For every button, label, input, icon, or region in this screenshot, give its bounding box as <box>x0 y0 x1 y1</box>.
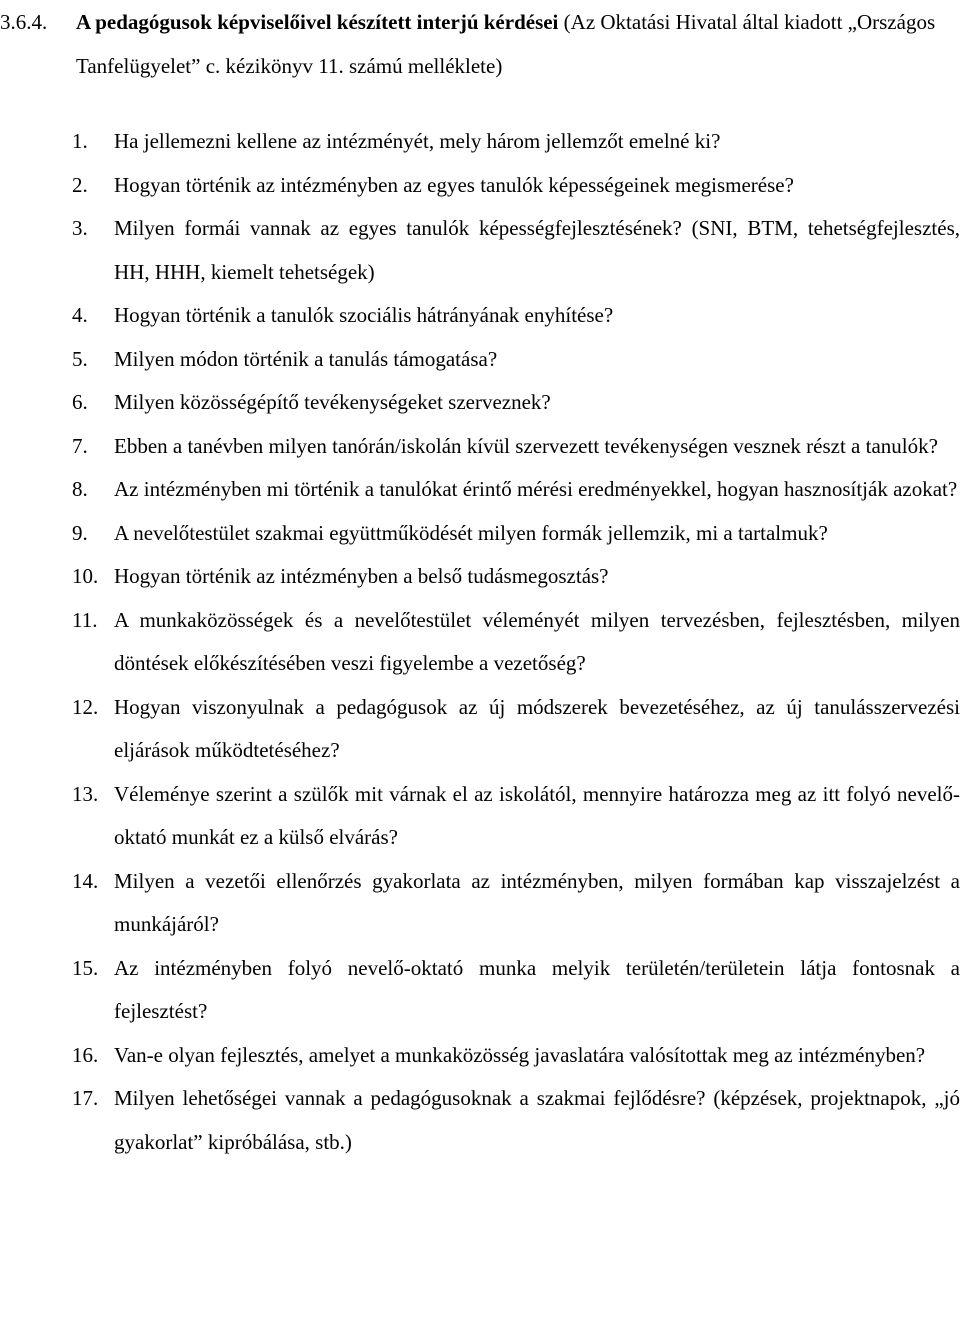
question-item <box>0 425 960 469</box>
question-number: 2. <box>72 172 88 197</box>
question-number: 1. <box>72 129 88 153</box>
question-number: 10. <box>72 564 99 588</box>
question-text: Az intézményben folyó nevelő-oktató munka melyik területén/területein látja fontosnak a fejlesztést? <box>114 955 960 1023</box>
question-item <box>0 294 960 338</box>
question-number: 9. <box>72 520 88 545</box>
question-text: Véleménye szerint a szülők mit várnak el az iskolától, mennyire határozza meg az itt folyó nevelő-oktató munkát ez a külső elvárás? <box>114 781 960 849</box>
question-text: Hogyan történik az intézményben a belső tudásmegosztás? <box>114 564 609 588</box>
question-list <box>0 120 960 1164</box>
section-number: 3.6.4. <box>0 10 48 34</box>
question-text: Milyen lehetőségei vannak a pedagógusoknak a szakmai fejlődésre? (képzések, projektnapok, „jó gyakorlat” kipróbálása, stb.) <box>114 1086 960 1154</box>
section-title <box>76 0 960 88</box>
question-number: 13. <box>72 781 99 806</box>
question-number: 17. <box>72 1086 99 1110</box>
question-text: Milyen a vezetői ellenőrzés gyakorlata az intézményben, milyen formában kap visszajelzést a munkájáról? <box>114 868 960 936</box>
section-title-bold: A pedagógusok képviselőivel készített interjú kérdései <box>76 10 559 34</box>
question-item <box>0 599 960 686</box>
question-text: Milyen módon történik a tanulás támogatása? <box>114 346 498 371</box>
question-item <box>0 1077 960 1164</box>
question-number: 15. <box>72 955 99 980</box>
question-text: Ha jellemezni kellene az intézményét, mely három jellemzőt emelné ki? <box>114 129 721 153</box>
question-number: 14. <box>72 868 99 893</box>
question-text: Milyen közösségépítő tevékenységeket szerveznek? <box>114 390 551 414</box>
question-number: 6. <box>72 390 88 414</box>
question-text: Az intézményben mi történik a tanulókat érintő mérési eredményekkel, hogyan hasznosítják azokat? <box>114 477 958 501</box>
question-number: 16. <box>72 1042 99 1067</box>
question-text: Hogyan viszonyulnak a pedagógusok az új módszerek bevezetéséhez, az új tanulásszervezési eljárások működtetéséhez? <box>114 694 960 762</box>
question-number: 8. <box>72 477 88 501</box>
question-item <box>0 686 960 773</box>
question-text: Milyen formái vannak az egyes tanulók képességfejlesztésének? (SNI, BTM, tehetségfejlesztés, HH, HHH, kiemelt tehetségek) <box>114 216 960 284</box>
question-number: 3. <box>72 216 88 240</box>
question-item <box>0 555 960 599</box>
section-title-rest: (Az Oktatási Hivatal által kiadott „Országos Tanfelügyelet” c. kézikönyv 11. számú melléklete) <box>76 10 936 78</box>
question-item <box>0 164 960 208</box>
question-item <box>0 512 960 556</box>
question-item <box>0 860 960 947</box>
question-number: 11. <box>72 607 98 632</box>
question-number: 4. <box>72 303 88 327</box>
question-text: A nevelőtestület szakmai együttműködését milyen formák jellemzik, mi a tartalmuk? <box>114 520 828 545</box>
question-text: Hogyan történik az intézményben az egyes tanulók képességeinek megismerése? <box>114 172 794 197</box>
question-text: Hogyan történik a tanulók szociális hátrányának enyhítése? <box>114 303 614 327</box>
question-item <box>0 468 960 512</box>
question-item <box>0 381 960 425</box>
question-number: 5. <box>72 346 88 371</box>
section-heading <box>0 0 960 88</box>
question-item <box>0 120 960 164</box>
question-item <box>0 947 960 1034</box>
question-number: 7. <box>72 433 88 458</box>
question-text: Ebben a tanévben milyen tanórán/iskolán kívül szervezett tevékenységen vesznek részt a tanulók? <box>114 433 938 458</box>
question-item <box>0 1034 960 1078</box>
question-item <box>0 207 960 294</box>
question-text: Van-e olyan fejlesztés, amelyet a munkaközösség javaslatára valósítottak meg az intézményben? <box>114 1042 926 1067</box>
question-text: A munkaközösségek és a nevelőtestület véleményét milyen tervezésben, fejlesztésben, milyen döntések előkészítésében veszi figyelembe a vezetőség? <box>114 607 960 675</box>
question-item <box>0 338 960 382</box>
question-number: 12. <box>72 694 99 719</box>
question-item <box>0 773 960 860</box>
